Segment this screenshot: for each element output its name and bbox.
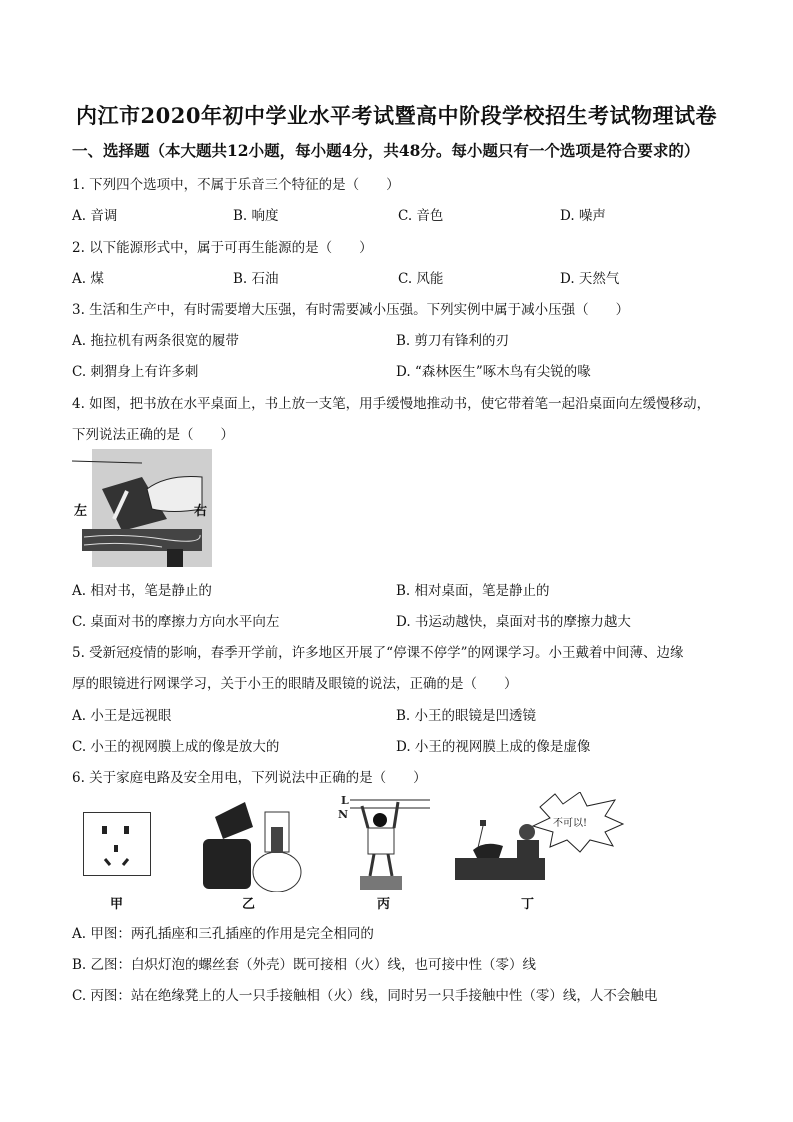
q3-option-b: B. 剪刀有锋利的刃 [396, 333, 510, 349]
warning-figure [455, 792, 625, 887]
q6-option-a: A. 甲图：两孔插座和三孔插座的作用是完全相同的 [72, 926, 374, 942]
question-2-stem: 2. 以下能源形式中，属于可再生能源的是（ ） [72, 240, 373, 256]
wire-label-l: L [341, 794, 349, 807]
q5-option-b: B. 小王的眼镜是凹透镜 [396, 708, 537, 724]
caption-yi: 乙 [242, 897, 256, 912]
label-left: 左 [74, 504, 88, 519]
label-right: 右 [194, 504, 208, 519]
q4-option-a: A. 相对书，笔是静止的 [72, 583, 212, 599]
socket-figure [83, 812, 151, 876]
q5-option-c: C. 小王的视网膜上成的像是放大的 [72, 739, 280, 755]
q2-option-c: C. 风能 [398, 271, 444, 287]
q5-option-d: D. 小王的视网膜上成的像是虚像 [396, 739, 591, 755]
question-3-stem: 3. 生活和生产中，有时需要增大压强，有时需要减小压强。下列实例中属于减小压强（ ） [72, 302, 630, 318]
person-wires-figure [338, 792, 430, 892]
q4-option-d: D. 书运动越快，桌面对书的摩擦力越大 [396, 614, 631, 630]
book-pen-figure [72, 449, 212, 567]
q5-option-a: A. 小王是远视眼 [72, 708, 172, 724]
question-5-stem: 5. 受新冠疫情的影响，春季开学前，许多地区开展了“停课不停学”的网课学习。小王戴着中间薄、边缘 [72, 645, 684, 661]
caption-jia: 甲 [110, 897, 124, 912]
q1-option-d: D. 噪声 [560, 208, 606, 224]
q2-option-b: B. 石油 [233, 271, 279, 287]
q2-option-d: D. 天然气 [560, 271, 620, 287]
q3-option-d: D. “森林医生”啄木鸟有尖锐的喙 [396, 364, 591, 380]
q2-option-a: A. 煤 [72, 271, 104, 287]
speech-bubble-text: 不可以! [553, 818, 588, 829]
q6-option-c: C. 丙图：站在绝缘凳上的人一只手接触相（火）线，同时另一只手接触中性（零）线，人不会触电 [72, 988, 658, 1004]
q4-option-b: B. 相对桌面，笔是静止的 [396, 583, 550, 599]
wire-label-n: N [338, 808, 349, 821]
question-1-stem: 1. 下列四个选项中，不属于乐音三个特征的是（ ） [72, 177, 400, 193]
q1-option-a: A. 音调 [72, 208, 118, 224]
caption-bing: 丙 [377, 897, 391, 912]
q4-option-c: C. 桌面对书的摩擦力方向水平向左 [72, 614, 280, 630]
question-5-stem-2: 厚的眼镜进行网课学习，关于小王的眼睛及眼镜的说法，正确的是（ ） [72, 676, 518, 692]
q1-option-c: C. 音色 [398, 208, 444, 224]
bulb-socket-figure [195, 797, 305, 892]
q1-option-b: B. 响度 [233, 208, 279, 224]
question-4-stem-2: 下列说法正确的是（ ） [72, 427, 234, 443]
page-title: 内江市2020年初中学业水平考试暨高中阶段学校招生考试物理试卷 [76, 103, 717, 128]
section-heading: 一、选择题（本大题共12小题，每小题4分，共48分。每小题只有一个选项是符合要求的） [72, 141, 700, 160]
q3-option-c: C. 刺猬身上有许多刺 [72, 364, 199, 380]
q6-option-b: B. 乙图：白炽灯泡的螺丝套（外壳）既可接相（火）线，也可接中性（零）线 [72, 957, 537, 973]
q3-option-a: A. 拖拉机有两条很宽的履带 [72, 333, 239, 349]
caption-ding: 丁 [521, 897, 535, 912]
question-4-stem: 4. 如图，把书放在水平桌面上，书上放一支笔，用手缓慢地推动书，使它带着笔一起沿桌面向左缓慢移动， [72, 396, 711, 412]
question-6-stem: 6. 关于家庭电路及安全用电，下列说法中正确的是（ ） [72, 770, 427, 786]
